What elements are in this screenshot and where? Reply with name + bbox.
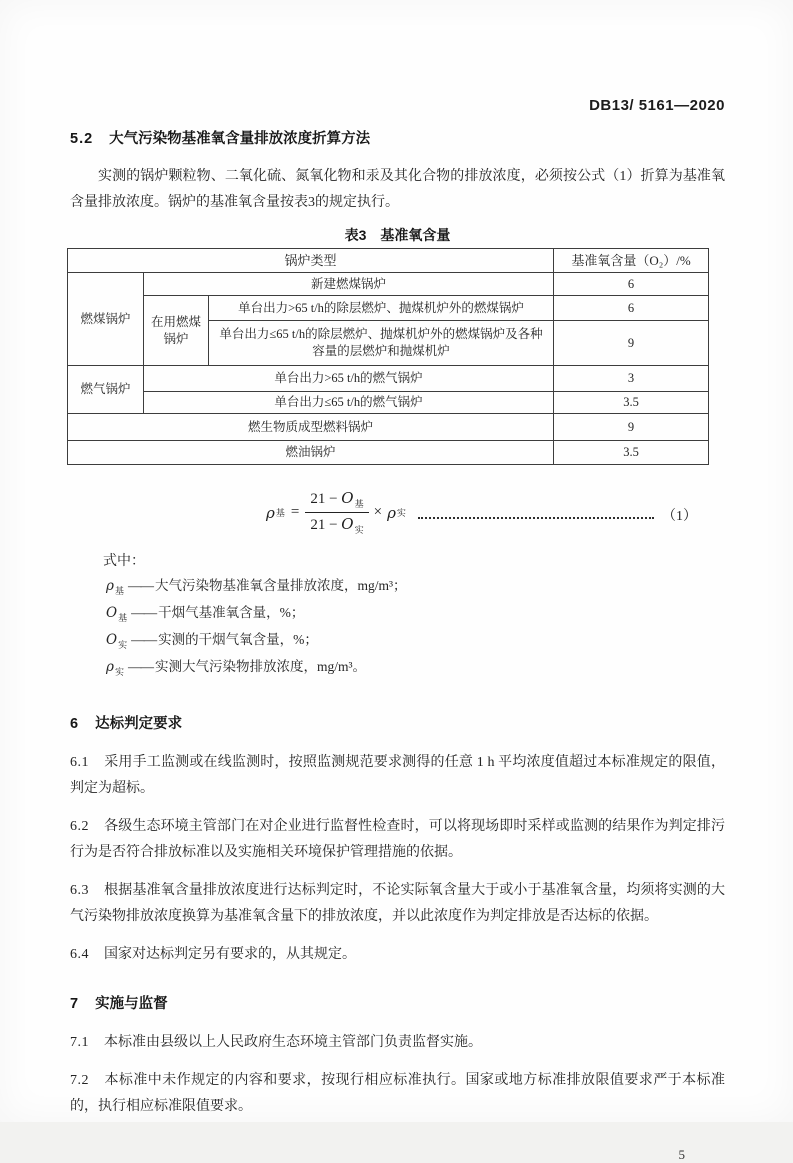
doc-code: DB13/ 5161—2020	[589, 97, 725, 114]
cell-in-use-le65-desc: 单台出力≤65 t/h的除层燃炉、抛煤机炉外的燃煤锅炉及各种容量的层燃炉和抛煤机炉	[209, 321, 554, 366]
table3-caption	[70, 225, 725, 245]
def-symbol: O	[106, 605, 118, 621]
clause-6-3	[70, 878, 725, 930]
table-row	[68, 366, 709, 392]
formula-numerator-symbol: O	[341, 489, 354, 507]
clause-6-1	[70, 750, 725, 802]
cell-gas-boiler-group: 燃气锅炉	[68, 366, 144, 414]
def-subscript: 基	[114, 586, 124, 596]
formula-1	[70, 489, 725, 536]
clause-6-2	[70, 814, 725, 866]
table-row	[68, 296, 709, 321]
cell-biomass-desc: 燃生物质成型燃料锅炉	[68, 414, 554, 441]
clause-text: 采用手工监测或在线监测时，按照监测规范要求测得的任意 1 h 平均浓度值超过本标准规定的限值，判定为超标。	[70, 755, 725, 796]
table3-header-boiler-type: 锅炉类型	[68, 249, 554, 273]
def-subscript: 实	[118, 640, 128, 650]
def-dash: ——	[131, 605, 157, 620]
equation-number: （1）	[662, 508, 697, 524]
formula-denominator-subscript: 实	[354, 525, 364, 535]
clause-6-4	[70, 942, 725, 968]
formula-fraction	[305, 489, 368, 536]
dotted-leader	[418, 517, 654, 519]
formula-numerator	[305, 489, 368, 513]
definition-o-base	[70, 602, 725, 629]
section-6-title: 达标判定要求	[95, 716, 183, 732]
cell-gas-le65-desc: 单台出力≤65 t/h的燃气锅炉	[144, 392, 554, 414]
section-7-title: 实施与监督	[95, 996, 168, 1012]
clause-number: 6.4	[70, 947, 89, 962]
formula-denominator-pre: 21 −	[310, 517, 342, 533]
cell-gas-le65-value: 3.5	[554, 392, 709, 414]
clause-text: 国家对达标判定另有要求的，从其规定。	[104, 947, 356, 962]
clause-7-1	[70, 1030, 725, 1056]
def-text: 实测的干烟气氧含量，%；	[158, 632, 318, 647]
def-dash: ——	[127, 659, 153, 674]
formula-rhs-symbol: ρ	[387, 503, 396, 522]
clause-7-2	[70, 1068, 725, 1120]
section-5-2-paragraph: 实测的锅炉颗粒物、二氧化硫、氮氧化物和汞及其化合物的排放浓度，必须按公式（1）折算为基准氧含量排放浓度。锅炉的基准氧含量按表3的规定执行。	[70, 169, 725, 210]
def-subscript: 基	[118, 613, 128, 623]
section-6-heading	[70, 712, 725, 733]
formula-denominator	[305, 513, 368, 536]
definition-o-actual	[70, 629, 725, 656]
section-5-2-heading	[70, 127, 725, 148]
formula-equals: =	[290, 504, 300, 520]
def-symbol: ρ	[106, 659, 114, 675]
formula-lhs-subscript: 基	[275, 508, 285, 518]
def-text: 大气污染物基准氧含量排放浓度，mg/m³；	[154, 578, 407, 593]
def-text: 实测大气污染物排放浓度，mg/m³。	[154, 659, 367, 674]
def-symbol: O	[106, 632, 118, 648]
cell-coal-new-value: 6	[554, 273, 709, 296]
formula-denominator-symbol: O	[341, 515, 354, 533]
cell-biomass-value: 9	[554, 414, 709, 441]
section-5-2-title: 大气污染物基准氧含量排放浓度折算方法	[109, 131, 371, 147]
def-symbol: ρ	[106, 578, 114, 594]
cell-oil-desc: 燃油锅炉	[68, 441, 554, 465]
cell-in-use-gt65-value: 6	[554, 296, 709, 321]
def-text: 干烟气基准氧含量，%；	[158, 605, 305, 620]
table-row	[68, 392, 709, 414]
cell-gas-gt65-desc: 单台出力>65 t/h的燃气锅炉	[144, 366, 554, 392]
table3-caption-label: 表3	[344, 227, 367, 243]
cell-coal-boiler-group: 燃煤锅炉	[68, 273, 144, 366]
clause-text: 各级生态环境主管部门在对企业进行监督性检查时，可以将现场即时采样或监测的结果作为判定排污行为是否符合排放标准以及实施相关环境保护管理措施的依据。	[70, 819, 725, 860]
clause-number: 7.2	[70, 1073, 89, 1088]
cell-in-use-coal-group: 在用燃煤锅炉	[144, 296, 209, 366]
section-7-number: 7	[70, 996, 80, 1012]
table-row	[68, 249, 709, 273]
def-subscript: 实	[114, 667, 124, 677]
clause-number: 6.3	[70, 883, 89, 898]
formula-lhs-symbol: ρ	[266, 503, 275, 522]
formula-numerator-pre: 21 −	[310, 491, 342, 507]
table-row	[68, 273, 709, 296]
cell-in-use-gt65-desc: 单台出力>65 t/h的除层燃炉、抛煤机炉外的燃煤锅炉	[209, 296, 554, 321]
def-dash: ——	[127, 578, 153, 593]
table-row	[68, 414, 709, 441]
cell-coal-new-desc: 新建燃煤锅炉	[144, 273, 554, 296]
formula-numerator-subscript: 基	[354, 499, 364, 509]
clause-text: 本标准中未作规定的内容和要求，按现行相应标准执行。国家或地方标准排放限值要求严于本标准的，执行相应标准限值要求。	[70, 1073, 725, 1114]
section-5-2-number: 5.2	[70, 131, 94, 147]
definition-rho-actual	[70, 656, 725, 683]
formula-rhs-subscript: 实	[396, 508, 406, 518]
where-label: 式中：	[103, 554, 145, 569]
formula-times: ×	[373, 504, 383, 520]
table-row	[68, 441, 709, 465]
cell-oil-value: 3.5	[554, 441, 709, 465]
table3-header-oxygen-content: 基准氧含量（O₂）/%	[554, 249, 709, 273]
section-7-heading	[70, 992, 725, 1013]
clause-text: 根据基准氧含量排放浓度进行达标判定时，不论实际氧含量大于或小于基准氧含量，均须将实测的大气污染物排放浓度换算为基准氧含量下的排放浓度，并以此浓度作为判定排放是否达标的依据。	[70, 883, 725, 924]
clause-number: 7.1	[70, 1035, 89, 1050]
clause-text: 本标准由县级以上人民政府生态环境主管部门负责监督实施。	[104, 1035, 482, 1050]
section-6-number: 6	[70, 716, 80, 732]
def-dash: ——	[131, 632, 157, 647]
definition-rho-base	[70, 575, 725, 602]
page-number: 5	[678, 1147, 685, 1162]
table3	[67, 248, 709, 465]
table3-caption-title: 基准氧含量	[380, 227, 451, 243]
cell-in-use-le65-value: 9	[554, 321, 709, 366]
clause-number: 6.1	[70, 755, 89, 770]
cell-gas-gt65-value: 3	[554, 366, 709, 392]
clause-number: 6.2	[70, 819, 89, 834]
